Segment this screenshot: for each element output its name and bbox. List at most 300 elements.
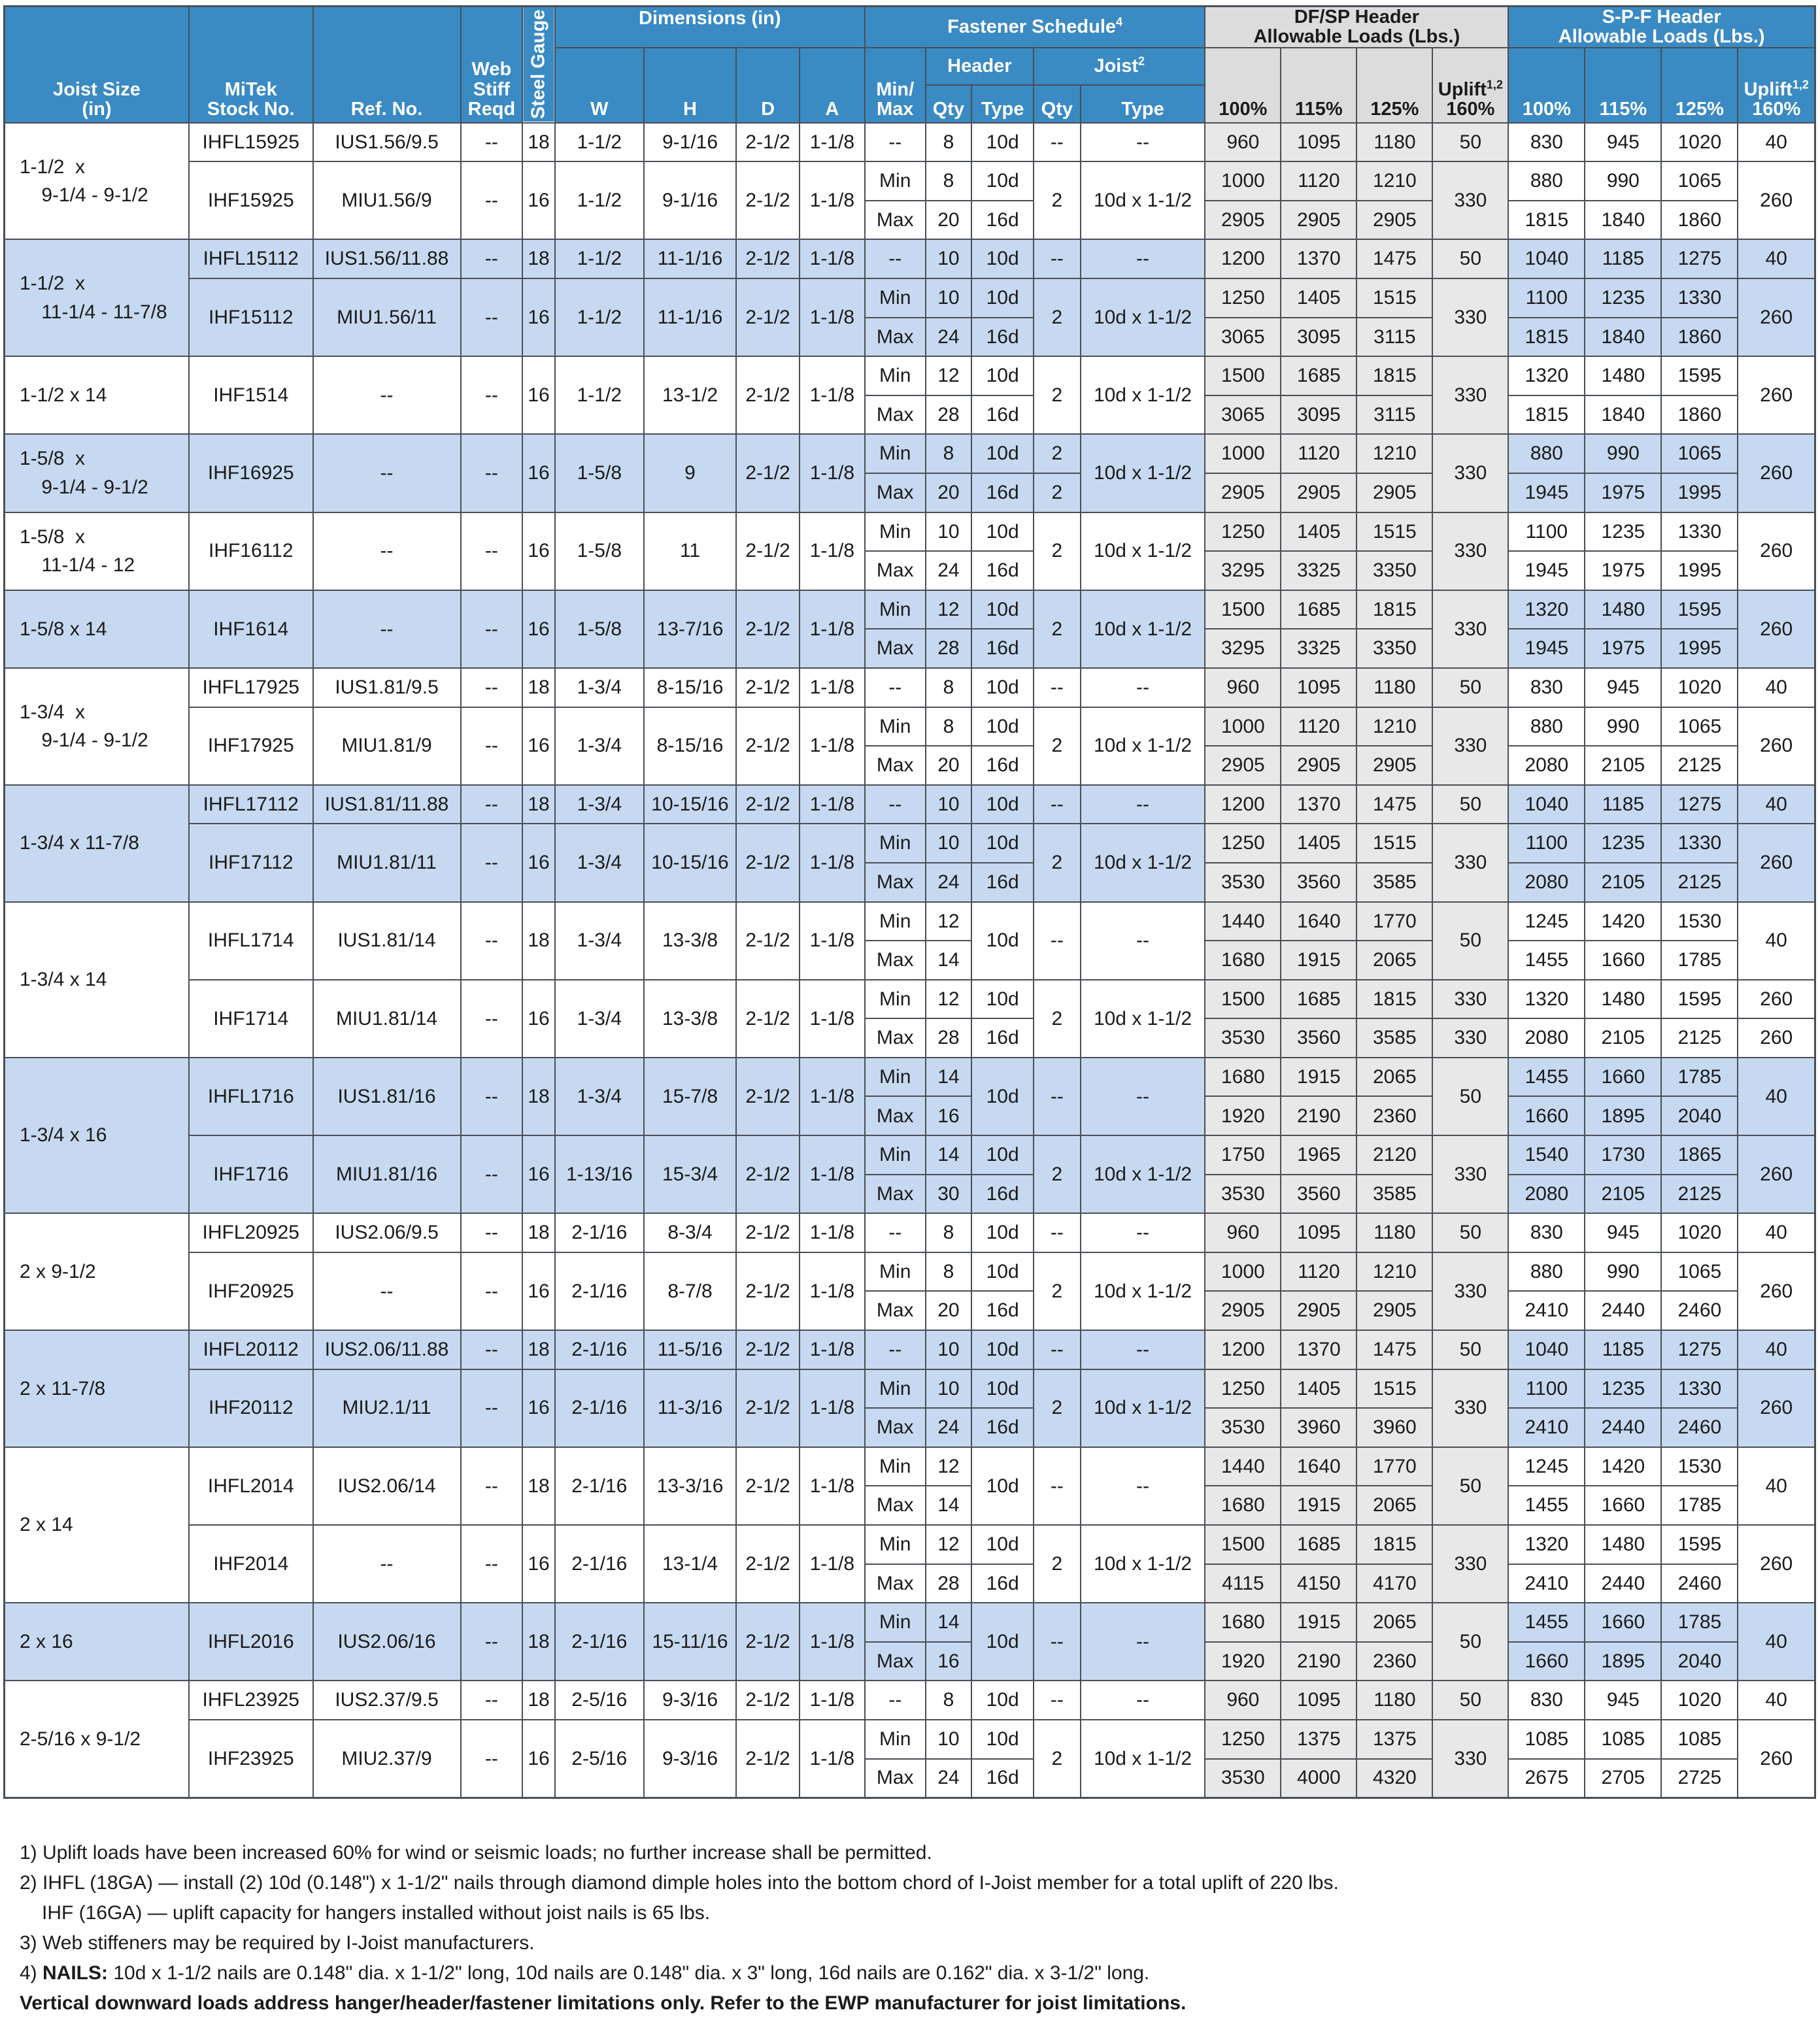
cell-dfsp-125: 2360 bbox=[1357, 1642, 1432, 1681]
cell-joist-type: 10d x 1-1/2 bbox=[1081, 512, 1205, 590]
cell-dim-d: 2-1/2 bbox=[736, 161, 800, 239]
cell-joist-type: 10d x 1-1/2 bbox=[1081, 1135, 1205, 1213]
cell-spf-100: 880 bbox=[1508, 434, 1585, 473]
cell-header-qty: 28 bbox=[926, 629, 972, 668]
cell-spf-uplift: 260 bbox=[1738, 824, 1815, 901]
cell-dfsp-125: 1210 bbox=[1357, 1252, 1432, 1292]
cell-stock-no: IHF15925 bbox=[189, 161, 313, 239]
cell-header-qty: 24 bbox=[926, 551, 972, 590]
cell-min-max: Max bbox=[865, 1759, 926, 1798]
cell-min-max: Min bbox=[865, 512, 926, 552]
cell-min-max: Min bbox=[865, 1603, 926, 1642]
cell-dim-h: 11-3/16 bbox=[644, 1369, 736, 1447]
cell-spf-125: 1785 bbox=[1661, 1486, 1738, 1525]
cell-dfsp-100: 3530 bbox=[1205, 1759, 1281, 1798]
col-dfsp-uplift: Uplift$^{1,2}$ 160% bbox=[1432, 48, 1508, 123]
cell-dfsp-uplift: 330 bbox=[1432, 824, 1508, 901]
cell-dim-a: 1-1/8 bbox=[800, 1447, 865, 1525]
cell-min-max: Max bbox=[865, 1486, 926, 1525]
table-row bbox=[5, 902, 1815, 941]
cell-dfsp-100: 1500 bbox=[1205, 1525, 1281, 1564]
table-row bbox=[5, 590, 1815, 629]
cell-steel-gauge: 18 bbox=[522, 785, 554, 824]
cell-web-stiff: -- bbox=[461, 1603, 523, 1681]
cell-spf-125: 1595 bbox=[1661, 980, 1738, 1019]
cell-min-max: Min bbox=[865, 1525, 926, 1564]
cell-dfsp-115: 2905 bbox=[1281, 201, 1357, 240]
cell-dfsp-100: 960 bbox=[1205, 1213, 1281, 1252]
cell-dfsp-125: 1815 bbox=[1357, 356, 1432, 395]
cell-spf-115: 1895 bbox=[1585, 1096, 1661, 1135]
col-spf-125: 125% bbox=[1661, 48, 1738, 123]
cell-dfsp-uplift: 330 bbox=[1432, 1525, 1508, 1603]
cell-min-max: Min bbox=[865, 1058, 926, 1097]
cell-dim-w: 2-1/16 bbox=[555, 1525, 644, 1603]
cell-joist-qty: -- bbox=[1034, 123, 1081, 162]
table-row bbox=[5, 1213, 1815, 1252]
cell-dim-d: 2-1/2 bbox=[736, 1058, 800, 1135]
cell-dfsp-125: 1815 bbox=[1357, 1525, 1432, 1564]
cell-spf-115: 2105 bbox=[1585, 1175, 1661, 1214]
cell-spf-uplift: 260 bbox=[1738, 1369, 1815, 1447]
cell-header-qty: 12 bbox=[926, 902, 972, 941]
cell-dfsp-uplift: 50 bbox=[1432, 668, 1508, 707]
cell-joist-size: 1-1/2 x 11-1/4 - 11-7/8 bbox=[5, 239, 189, 356]
cell-ref-no: IUS2.37/9.5 bbox=[313, 1681, 461, 1720]
cell-dfsp-100: 2905 bbox=[1205, 746, 1281, 785]
cell-dim-a: 1-1/8 bbox=[800, 707, 865, 785]
cell-dfsp-100: 1000 bbox=[1205, 434, 1281, 473]
cell-header-type: 16d bbox=[971, 863, 1034, 902]
cell-dfsp-100: 1680 bbox=[1205, 1486, 1281, 1525]
cell-min-max: Max bbox=[865, 629, 926, 668]
cell-steel-gauge: 16 bbox=[522, 512, 554, 590]
note-3: 3) Web stiffeners may be required by I-Joist manufacturers. bbox=[20, 1932, 535, 1954]
cell-min-max: Max bbox=[865, 473, 926, 512]
cell-dim-w: 2-1/16 bbox=[555, 1447, 644, 1525]
cell-dim-a: 1-1/8 bbox=[800, 590, 865, 668]
cell-header-qty: 20 bbox=[926, 201, 972, 240]
note-2: 2) IHFL (18GA) — install (2) 10d (0.148") x 1-1/2" nails through diamond dimple holes into the bottom chord of I-Joist member for a total uplift of 220 lbs. bbox=[20, 1872, 1339, 1894]
table-row bbox=[5, 1720, 1815, 1759]
cell-header-qty: 24 bbox=[926, 863, 972, 902]
cell-spf-125: 1330 bbox=[1661, 1369, 1738, 1409]
col-min-max: Min/ Max bbox=[865, 48, 926, 123]
cell-dfsp-100: 3530 bbox=[1205, 863, 1281, 902]
note-4: 4) NAILS: 10d x 1-1/2 nails are 0.148" dia. x 1-1/2" long, 10d nails are 0.148" dia. x 3" long, 16d nails are 0.162" dia. x 3-1/2" long. bbox=[20, 1962, 1150, 1984]
cell-spf-uplift: 40 bbox=[1738, 239, 1815, 278]
cell-spf-115: 1235 bbox=[1585, 512, 1661, 552]
cell-dim-d: 2-1/2 bbox=[736, 278, 800, 356]
cell-joist-size: 1-3/4 x 16 bbox=[5, 1058, 189, 1213]
cell-spf-125: 1330 bbox=[1661, 278, 1738, 318]
cell-dfsp-100: 1440 bbox=[1205, 1447, 1281, 1486]
cell-dfsp-115: 1405 bbox=[1281, 278, 1357, 318]
cell-steel-gauge: 16 bbox=[522, 824, 554, 901]
cell-header-qty: 24 bbox=[926, 318, 972, 357]
cell-steel-gauge: 18 bbox=[522, 668, 554, 707]
col-header-qty: Qty bbox=[926, 85, 972, 123]
cell-spf-115: 1660 bbox=[1585, 1486, 1661, 1525]
cell-stock-no: IHFL2016 bbox=[189, 1603, 313, 1681]
cell-dfsp-115: 1640 bbox=[1281, 1447, 1357, 1486]
col-h: H bbox=[644, 48, 736, 123]
col-spf-uplift: Uplift$^{1,2}$ 160% bbox=[1738, 48, 1815, 123]
cell-min-max: Min bbox=[865, 161, 926, 201]
table-row bbox=[5, 1525, 1815, 1564]
cell-joist-type: 10d x 1-1/2 bbox=[1081, 1720, 1205, 1798]
cell-joist-type: -- bbox=[1081, 785, 1205, 824]
cell-min-max: Max bbox=[865, 1291, 926, 1330]
cell-dfsp-125: 1515 bbox=[1357, 512, 1432, 552]
cell-steel-gauge: 16 bbox=[522, 1135, 554, 1213]
cell-dfsp-115: 2905 bbox=[1281, 746, 1357, 785]
cell-joist-type: -- bbox=[1081, 1447, 1205, 1525]
table-row bbox=[5, 1369, 1815, 1409]
cell-spf-125: 1275 bbox=[1661, 785, 1738, 824]
cell-dfsp-uplift: 50 bbox=[1432, 1058, 1508, 1135]
cell-dim-w: 1-3/4 bbox=[555, 980, 644, 1058]
cell-dfsp-125: 3585 bbox=[1357, 1175, 1432, 1214]
cell-dim-a: 1-1/8 bbox=[800, 668, 865, 707]
cell-joist-qty: 2 bbox=[1034, 824, 1081, 901]
cell-spf-115: 990 bbox=[1585, 434, 1661, 473]
cell-dfsp-100: 1000 bbox=[1205, 161, 1281, 201]
cell-dim-a: 1-1/8 bbox=[800, 1681, 865, 1720]
col-joist-group: Joist$^2$ bbox=[1034, 48, 1205, 85]
hanger-load-table bbox=[3, 5, 1816, 1799]
cell-dfsp-115: 2905 bbox=[1281, 1291, 1357, 1330]
cell-web-stiff: -- bbox=[461, 902, 523, 980]
cell-header-qty: 14 bbox=[926, 1603, 972, 1642]
cell-stock-no: IHFL15925 bbox=[189, 123, 313, 162]
cell-spf-100: 1320 bbox=[1508, 590, 1585, 629]
cell-dfsp-125: 1815 bbox=[1357, 980, 1432, 1019]
table-row bbox=[5, 161, 1815, 201]
cell-ref-no: MIU1.81/9 bbox=[313, 707, 461, 785]
cell-spf-125: 1995 bbox=[1661, 629, 1738, 668]
col-dfsp-115: 115% bbox=[1281, 48, 1357, 123]
cell-web-stiff: -- bbox=[461, 1681, 523, 1720]
cell-header-qty: 14 bbox=[926, 1135, 972, 1175]
cell-min-max: Max bbox=[865, 201, 926, 240]
cell-dfsp-100: 1750 bbox=[1205, 1135, 1281, 1175]
cell-ref-no: MIU1.81/14 bbox=[313, 980, 461, 1058]
cell-dfsp-100: 1250 bbox=[1205, 278, 1281, 318]
cell-dim-a: 1-1/8 bbox=[800, 1213, 865, 1252]
cell-spf-100: 1815 bbox=[1508, 395, 1585, 435]
cell-steel-gauge: 16 bbox=[522, 707, 554, 785]
cell-header-type: 10d bbox=[971, 668, 1034, 707]
cell-dfsp-125: 1475 bbox=[1357, 239, 1432, 278]
cell-spf-115: 1185 bbox=[1585, 785, 1661, 824]
cell-spf-125: 2040 bbox=[1661, 1642, 1738, 1681]
cell-ref-no: -- bbox=[313, 1252, 461, 1330]
cell-spf-125: 2460 bbox=[1661, 1291, 1738, 1330]
cell-spf-115: 2705 bbox=[1585, 1759, 1661, 1798]
cell-spf-100: 1945 bbox=[1508, 551, 1585, 590]
cell-dfsp-100: 2905 bbox=[1205, 1291, 1281, 1330]
cell-header-qty: 10 bbox=[926, 824, 972, 863]
cell-spf-uplift: 40 bbox=[1738, 668, 1815, 707]
col-w: W bbox=[555, 48, 644, 123]
cell-dim-d: 2-1/2 bbox=[736, 785, 800, 824]
cell-spf-115: 1420 bbox=[1585, 902, 1661, 941]
cell-dfsp-100: 1920 bbox=[1205, 1642, 1281, 1681]
cell-dfsp-125: 1475 bbox=[1357, 1330, 1432, 1369]
cell-dim-d: 2-1/2 bbox=[736, 902, 800, 980]
cell-web-stiff: -- bbox=[461, 356, 523, 434]
cell-joist-type: -- bbox=[1081, 902, 1205, 980]
cell-dim-d: 2-1/2 bbox=[736, 1369, 800, 1447]
cell-spf-115: 990 bbox=[1585, 1252, 1661, 1292]
note-5: Vertical downward loads address hanger/header/fastener limitations only. Refer to the EWP manufacturer for joist limitations. bbox=[20, 1992, 1187, 2014]
cell-spf-uplift: 40 bbox=[1738, 1603, 1815, 1681]
cell-spf-uplift: 260 bbox=[1738, 1720, 1815, 1798]
cell-spf-100: 2410 bbox=[1508, 1564, 1585, 1603]
cell-dim-a: 1-1/8 bbox=[800, 824, 865, 901]
cell-dim-d: 2-1/2 bbox=[736, 1330, 800, 1369]
cell-dim-h: 13-3/8 bbox=[644, 902, 736, 980]
cell-spf-100: 1040 bbox=[1508, 1330, 1585, 1369]
cell-dim-h: 11-5/16 bbox=[644, 1330, 736, 1369]
cell-spf-115: 990 bbox=[1585, 161, 1661, 201]
cell-steel-gauge: 16 bbox=[522, 356, 554, 434]
cell-ref-no: -- bbox=[313, 512, 461, 590]
cell-dim-h: 13-1/4 bbox=[644, 1525, 736, 1603]
cell-header-qty: 12 bbox=[926, 1447, 972, 1486]
cell-ref-no: IUS1.81/16 bbox=[313, 1058, 461, 1135]
cell-dim-w: 1-5/8 bbox=[555, 512, 644, 590]
cell-web-stiff: -- bbox=[461, 512, 523, 590]
cell-spf-100: 1815 bbox=[1508, 318, 1585, 357]
col-dfsp-125: 125% bbox=[1357, 48, 1432, 123]
cell-header-type: 16d bbox=[971, 395, 1034, 435]
table-row bbox=[5, 980, 1815, 1019]
cell-joist-type: -- bbox=[1081, 123, 1205, 162]
table-row bbox=[5, 434, 1815, 473]
cell-dfsp-125: 1210 bbox=[1357, 434, 1432, 473]
cell-spf-115: 1660 bbox=[1585, 1603, 1661, 1642]
cell-stock-no: IHF1716 bbox=[189, 1135, 313, 1213]
cell-dfsp-100: 1000 bbox=[1205, 707, 1281, 746]
cell-spf-125: 2125 bbox=[1661, 1175, 1738, 1214]
cell-min-max: Min bbox=[865, 356, 926, 395]
cell-dim-h: 9-3/16 bbox=[644, 1681, 736, 1720]
cell-dfsp-115: 2190 bbox=[1281, 1096, 1357, 1135]
cell-dim-h: 13-3/8 bbox=[644, 980, 736, 1058]
table-row bbox=[5, 1135, 1815, 1175]
cell-dfsp-100: 4115 bbox=[1205, 1564, 1281, 1603]
cell-steel-gauge: 16 bbox=[522, 1525, 554, 1603]
cell-joist-qty: 2 bbox=[1034, 707, 1081, 785]
cell-stock-no: IHF17925 bbox=[189, 707, 313, 785]
cell-joist-size: 2 x 9-1/2 bbox=[5, 1213, 189, 1330]
cell-dfsp-100: 1680 bbox=[1205, 941, 1281, 980]
cell-stock-no: IHF2014 bbox=[189, 1525, 313, 1603]
cell-dfsp-125: 2905 bbox=[1357, 746, 1432, 785]
cell-dim-w: 2-1/16 bbox=[555, 1603, 644, 1681]
cell-dfsp-125: 2065 bbox=[1357, 1058, 1432, 1097]
cell-spf-uplift: 40 bbox=[1738, 1681, 1815, 1720]
cell-min-max: -- bbox=[865, 785, 926, 824]
cell-dfsp-uplift: 50 bbox=[1432, 902, 1508, 980]
cell-joist-size: 1-1/2 x 14 bbox=[5, 356, 189, 434]
cell-min-max: Max bbox=[865, 1018, 926, 1058]
cell-dfsp-uplift: 330 bbox=[1432, 707, 1508, 785]
cell-ref-no: IUS1.56/9.5 bbox=[313, 123, 461, 162]
cell-spf-100: 1815 bbox=[1508, 201, 1585, 240]
cell-spf-100: 1085 bbox=[1508, 1720, 1585, 1759]
cell-spf-125: 1860 bbox=[1661, 318, 1738, 357]
cell-dim-d: 2-1/2 bbox=[736, 1681, 800, 1720]
cell-spf-100: 1945 bbox=[1508, 473, 1585, 512]
cell-dfsp-100: 3295 bbox=[1205, 629, 1281, 668]
col-d: D bbox=[736, 48, 800, 123]
cell-spf-125: 2125 bbox=[1661, 746, 1738, 785]
cell-spf-125: 1020 bbox=[1661, 1681, 1738, 1720]
cell-dfsp-115: 1370 bbox=[1281, 239, 1357, 278]
cell-dfsp-125: 3960 bbox=[1357, 1408, 1432, 1447]
cell-spf-uplift: 260 bbox=[1738, 707, 1815, 785]
note-2b: IHF (16GA) — uplift capacity for hangers installed without joist nails is 65 lbs. bbox=[42, 1902, 711, 1924]
cell-dim-a: 1-1/8 bbox=[800, 161, 865, 239]
cell-joist-size: 2 x 14 bbox=[5, 1447, 189, 1603]
cell-dfsp-125: 2065 bbox=[1357, 1486, 1432, 1525]
cell-spf-125: 1595 bbox=[1661, 590, 1738, 629]
cell-dfsp-100: 1680 bbox=[1205, 1603, 1281, 1642]
cell-header-qty: 8 bbox=[926, 707, 972, 746]
cell-dim-a: 1-1/8 bbox=[800, 1135, 865, 1213]
cell-dim-w: 1-5/8 bbox=[555, 434, 644, 512]
cell-spf-115: 1420 bbox=[1585, 1447, 1661, 1486]
cell-joist-type: 10d x 1-1/2 bbox=[1081, 1369, 1205, 1447]
cell-spf-115: 1480 bbox=[1585, 1525, 1661, 1564]
table-row bbox=[5, 707, 1815, 746]
cell-stock-no: IHF17112 bbox=[189, 824, 313, 901]
cell-dim-h: 15-7/8 bbox=[644, 1058, 736, 1135]
cell-stock-no: IHFL17112 bbox=[189, 785, 313, 824]
cell-joist-type: -- bbox=[1081, 1330, 1205, 1369]
cell-dfsp-115: 1120 bbox=[1281, 1252, 1357, 1292]
cell-header-type: 16d bbox=[971, 318, 1034, 357]
cell-dfsp-115: 1965 bbox=[1281, 1135, 1357, 1175]
cell-ref-no: MIU2.37/9 bbox=[313, 1720, 461, 1798]
cell-spf-100: 1245 bbox=[1508, 902, 1585, 941]
cell-header-type: 10d bbox=[971, 1603, 1034, 1681]
cell-header-type: 10d bbox=[971, 512, 1034, 552]
col-steel-gauge: Steel Gauge bbox=[522, 7, 554, 123]
cell-dfsp-100: 2905 bbox=[1205, 473, 1281, 512]
cell-header-type: 16d bbox=[971, 1408, 1034, 1447]
cell-header-qty: 10 bbox=[926, 1720, 972, 1759]
cell-web-stiff: -- bbox=[461, 668, 523, 707]
table-row bbox=[5, 1681, 1815, 1720]
cell-spf-100: 1100 bbox=[1508, 1369, 1585, 1409]
cell-dfsp-100: 3065 bbox=[1205, 395, 1281, 435]
cell-dfsp-uplift: 50 bbox=[1432, 1681, 1508, 1720]
cell-dim-h: 10-15/16 bbox=[644, 824, 736, 901]
cell-min-max: -- bbox=[865, 1330, 926, 1369]
cell-dim-a: 1-1/8 bbox=[800, 434, 865, 512]
cell-web-stiff: -- bbox=[461, 161, 523, 239]
cell-dim-d: 2-1/2 bbox=[736, 1135, 800, 1213]
cell-spf-uplift: 260 bbox=[1738, 980, 1815, 1019]
col-spf-100: 100% bbox=[1508, 48, 1585, 123]
table-row bbox=[5, 1330, 1815, 1369]
cell-dfsp-125: 1475 bbox=[1357, 785, 1432, 824]
cell-spf-115: 2440 bbox=[1585, 1291, 1661, 1330]
cell-joist-size: 1-3/4 x 11-7/8 bbox=[5, 785, 189, 902]
cell-header-type: 16d bbox=[971, 1175, 1034, 1214]
cell-dfsp-115: 1095 bbox=[1281, 1213, 1357, 1252]
cell-ref-no: MIU1.56/11 bbox=[313, 278, 461, 356]
cell-header-type: 10d bbox=[971, 1720, 1034, 1759]
cell-spf-125: 2725 bbox=[1661, 1759, 1738, 1798]
cell-dfsp-115: 1120 bbox=[1281, 707, 1357, 746]
cell-min-max: Max bbox=[865, 941, 926, 980]
cell-dim-d: 2-1/2 bbox=[736, 356, 800, 434]
cell-spf-115: 1660 bbox=[1585, 941, 1661, 980]
cell-dim-a: 1-1/8 bbox=[800, 1603, 865, 1681]
cell-header-type: 16d bbox=[971, 1564, 1034, 1603]
cell-stock-no: IHF15112 bbox=[189, 278, 313, 356]
cell-spf-125: 2040 bbox=[1661, 1096, 1738, 1135]
cell-dfsp-115: 3560 bbox=[1281, 1175, 1357, 1214]
cell-header-qty: 14 bbox=[926, 1486, 972, 1525]
cell-min-max: Min bbox=[865, 1720, 926, 1759]
cell-dim-w: 1-3/4 bbox=[555, 824, 644, 901]
cell-header-type: 10d bbox=[971, 161, 1034, 201]
cell-min-max: Max bbox=[865, 318, 926, 357]
cell-min-max: Min bbox=[865, 1252, 926, 1292]
cell-spf-100: 2410 bbox=[1508, 1408, 1585, 1447]
cell-dfsp-125: 3350 bbox=[1357, 629, 1432, 668]
cell-dim-w: 1-1/2 bbox=[555, 356, 644, 434]
cell-dim-d: 2-1/2 bbox=[736, 824, 800, 901]
cell-spf-100: 1100 bbox=[1508, 278, 1585, 318]
cell-spf-125: 1065 bbox=[1661, 434, 1738, 473]
cell-steel-gauge: 18 bbox=[522, 1447, 554, 1525]
cell-dfsp-125: 3350 bbox=[1357, 551, 1432, 590]
cell-spf-125: 1085 bbox=[1661, 1720, 1738, 1759]
cell-dfsp-uplift: 50 bbox=[1432, 1447, 1508, 1525]
cell-dim-d: 2-1/2 bbox=[736, 1252, 800, 1330]
cell-dfsp-115: 1685 bbox=[1281, 356, 1357, 395]
cell-joist-qty: 2 bbox=[1034, 1135, 1081, 1213]
cell-spf-125: 1330 bbox=[1661, 824, 1738, 863]
cell-spf-100: 1040 bbox=[1508, 785, 1585, 824]
cell-spf-100: 2080 bbox=[1508, 1175, 1585, 1214]
cell-dim-h: 11-1/16 bbox=[644, 239, 736, 278]
cell-dim-d: 2-1/2 bbox=[736, 590, 800, 668]
cell-min-max: Min bbox=[865, 590, 926, 629]
cell-dim-d: 2-1/2 bbox=[736, 980, 800, 1058]
col-header-type: Type bbox=[971, 85, 1034, 123]
col-dfsp-100: 100% bbox=[1205, 48, 1281, 123]
cell-dfsp-115: 3095 bbox=[1281, 318, 1357, 357]
cell-joist-qty: -- bbox=[1034, 1603, 1081, 1681]
cell-web-stiff: -- bbox=[461, 1369, 523, 1447]
cell-spf-115: 1730 bbox=[1585, 1135, 1661, 1175]
cell-header-qty: 24 bbox=[926, 1408, 972, 1447]
cell-dfsp-uplift: 50 bbox=[1432, 123, 1508, 162]
cell-dfsp-uplift: 330 bbox=[1432, 512, 1508, 590]
cell-stock-no: IHF23925 bbox=[189, 1720, 313, 1798]
cell-spf-uplift: 260 bbox=[1738, 590, 1815, 668]
cell-min-max: -- bbox=[865, 1681, 926, 1720]
cell-joist-size: 2 x 11-7/8 bbox=[5, 1330, 189, 1447]
